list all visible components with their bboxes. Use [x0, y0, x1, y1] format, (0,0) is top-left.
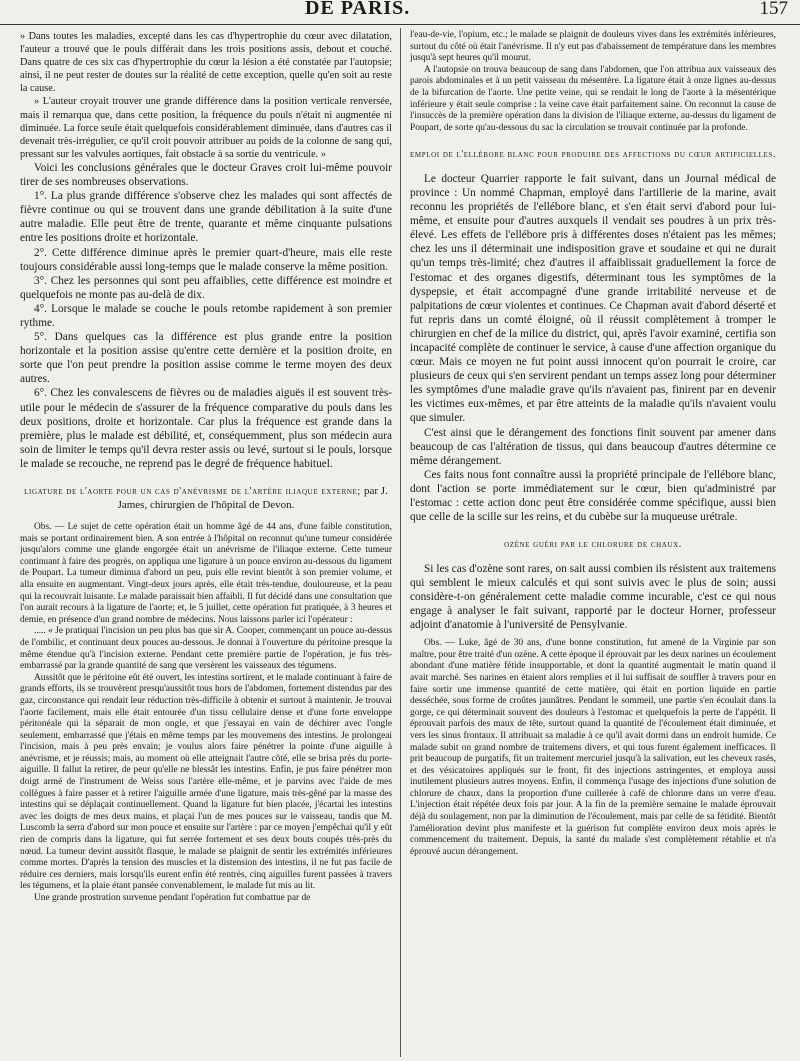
graves-paragraph: » Dans toutes les maladies, excepté dans les cas d'hypertrophie du cœur avec dilatation, l'auteur a trouvé que le pouls différait dans les trois positions assis, debout et couché. Dans quatre de ces six cas d'hypertrophie du cœur la lésion a été constatée par l'autopsie; ainsi, il ne peut rester de doutes sur la réalité de cette exception, quelle qu'en soit au reste la cause. [20, 31, 392, 95]
left-column [20, 30, 392, 1057]
ellebore-paragraph: Le docteur Quarrier rapporte le fait suivant, dans un Journal médical de province : Un nommé Chapman, employé dans l'artillerie de la marine, avait reconnu les propriétés de l'ellébore blanc, et s'en était servi d'abord pour lui-même, et ensuite pour d'autres auxquels il vendait ses poudres à un prix très-élevé. Les effets de l'ellébore pris à différentes doses n'étaient pas les mêmes; chez les uns il déterminait une indisposition grave et soudaine et qui ne durait qu'un temps très-limité; chez d'autres il affaiblissait graduellement la force de l'estomac et des organes digestifs, déterminant tous les symptômes de la dyspepsie, et était accompagné d'une grande irritabilité nerveuse et de palpitations de cœur violentes et continues. Ce Chapman avait d'abord déserté et fut repris dans un comté éloigné, où il réussit complètement à tromper le chirurgien en chef de la milice du district, qui, après l'avoir examiné, certifia son incapacité complète de continuer le service, à cause d'une affection organique du cœur. Mais ce moyen ne fut point aussi innocent qu'on pourrait le croire, car plusieurs de ceux qui s'en servirent pendant un temps assez long pour déterminer les symptômes d'une maladie grave qu'ils n'avaient pas, finirent par en devenir les victimes eux-mêmes, et par être atteints de la maladie qu'ils n'avaient voulu que simuler. [410, 172, 776, 425]
ellebore-section-title: emploi de l'ellébore blanc pour produire des affections du cœur artificielles. [410, 149, 776, 161]
ozene-section-title: ozène guéri par le chlorure de chaux. [504, 539, 682, 551]
running-header [0, 0, 800, 25]
aorta-operator-quote: Aussitôt que le péritoine eût été ouvert, les intestins sortirent, et le malade continuant à faire de grands efforts, ils se trouvèrent presqu'aussitôt tous hors de l'abdomen, fortement distendus par des gaz, circonstance qui rendait leur réduction très-difficile à obtenir et surtout à maintenir. Je trouvai l'aorte facilement, mais elle était entourée d'un tissu cellulaire dense et d'une forte enveloppe péritonéale qui la séparait de mon ongle, et que j'essayai en vain de déchirer avec l'ongle seulement, embarrassé que j'étais en même temps par les mouvemens des intestins. Je prolongeai l'incision, mais à peu près envain; je voulus alors faire pénétrer la pointe d'une aiguille à anévrisme, et je réussis; mais, au moment où elle atteignait l'autre côté, elle se brisa près du porte-aiguille. Il fallut la retirer, de peur qu'elle ne blessât les intestins. Enfin, je pus faire pénétrer mon doigt armé de l'instrument de Weiss sous l'artère elle-même, et je parvins avec l'aide de mes collègues à faire passer et à retirer l'aiguille armée d'une ligature, mais très-gêné par la masse des intestins qui se déplaçait continuellement. Quand la ligature fut bien placée, j'écartai les intestins avec les doigts de mes deux mains, et plaçai l'un de mes pouces sur le vaisseau, tandis que M. Luscomb la serra d'abord sur mon pouce et ensuite sur l'artère : par ce moyen j'empêchai qu'il y eût rien de compris dans la ligature, qui fut serrée fortement et ses deux bouts coupés très-près du nœud. La tumeur devint aussitôt flasque, le malade se plaignit de sentir les extrémités inférieures comme mortes. D'après la tension des muscles et la distension des intestins, il ne fut pas facile de réduire ces derniers, mais lorsqu'ils eurent enfin été rentrés, cinq aiguilles furent passées à travers les tégumens, et la plaie étant pansée convenablement, le malade fut mis au lit. [20, 672, 392, 892]
graves-paragraph: Voici les conclusions générales que le docteur Graves croit lui-même pouvoir tirer de ses nombreuses observations. [20, 161, 392, 189]
column-divider [400, 28, 401, 1057]
aorta-autopsy: A l'autopsie on trouva beaucoup de sang dans l'abdomen, que l'on attribua aux vaisseaux des parois abdominales et à un petit vaisseau du mésentère. La ligature était à onze lignes au-dessus de la bifurcation de l'aorte. Une petite veine, qui se rendait le long de l'aorte à la mésentérique inférieure y était seule comprise : la veine cave était parfaitement saine. On reconnut la cause de l'insuccès de la première opération dans la division de l'iliaque externe, au-dessus du ligament de Poupart, de sorte qu'au-dessous du sac la circulation se trouvait continuée par la profonde. [410, 64, 776, 133]
graves-conclusion: 1°. La plus grande différence s'observe chez les malades qui sont affectés de fièvre continue ou qui se trouvent dans une grande débilitation à la suite d'une autre maladie. Elle peut être de trente, quarante et même cinquante pulsations entre les positions droite et horizontale. [20, 190, 392, 245]
aorta-author: par J. James, chirurgien de l'hôpital de Devon. [117, 485, 388, 511]
graves-conclusion: 6°. Chez les convalescens de fièvres ou de maladies aiguës il est souvent très-utile pour le médecin de s'assurer de la fréquence comparative du pouls dans les deux positions, droite et horizontale. Car plus la fréquence est grande dans la première, plus le malade est débilité, et, conséquemment, plus son médecin aura soin de limiter le temps qu'il devra rester assis ou levé, surtout si le pouls, lorsque le malade se recouche, ne reprend pas le degré de fréquence habituel. [20, 387, 392, 470]
ozene-paragraph: Si les cas d'ozène sont rares, on sait aussi combien ils résistent aux traitemens qui semblent le mieux calculés et qui sont suivis avec le plus de soin; aussi considère-t-on généralement cette maladie comme incurable, c'est ce qui nous engage à analyser le fait suivant, rapporté par le docteur Horner, professeur adjoint d'anatomie à l'université de Pensylvanie. [410, 562, 776, 632]
aorta-operator-quote: ..... « Je pratiquai l'incision un peu plus bas que sir A. Cooper, commençant un pouce au-dessus de l'ombilic, et continuant deux pouces au-dessous. Je donnai à l'ouverture du péritoine presque la même étendue qu'à l'incision externe. Pendant cette première partie de l'opération, je fus très-embarrassé par la grande quantité de sang que versèrent les vaisseaux des tégumens. [20, 626, 392, 672]
graves-paragraph: » L'auteur croyait trouver une grande différence dans la position verticale renversée, mais il remarqua que, dans cette position, la fréquence du pouls n'était ni augmentée ni diminuée. La force seule était quelquefois considérablement diminuée, dans d'autres cas il devenait très-irrégulier, ce qu'il croit pouvoir attribuer au poids de la colonne de sang qui, pressant sur les valvules aortiques, fait obstacle à sa sortie du ventricule. » [20, 96, 392, 160]
aorta-section-title [20, 485, 392, 512]
graves-conclusion: 4°. Lorsque le malade se couche le pouls retombe rapidement à son premier rythme. [20, 302, 392, 329]
graves-conclusion: 5°. Dans quelques cas la différence est plus grande entre la position horizontale et la position assise qu'entre cette dernière et la position droite, en sorte que l'on peut prendre la position assise comme le terme moyen des deux autres. [20, 331, 392, 386]
graves-conclusion: 2°. Cette différence diminue après le premier quart-d'heure, mais elle reste toujours considérable aussi long-temps que le malade conserve la même position. [20, 246, 392, 273]
right-column [410, 30, 776, 1057]
ellebore-paragraph: C'est ainsi que le dérangement des fonctions finit souvent par amener dans beaucoup de cas l'altération de tissus, qui dans beaucoup d'autres détermine ce même dérangement. [410, 426, 776, 467]
aorta-operator-quote: Une grande prostration survenue pendant l'opération fut combattue par de [34, 893, 311, 903]
aorta-observation: Obs. — Le sujet de cette opération était un homme âgé de 44 ans, d'une faible constitution, mais se portant ordinairement bien. A son entrée à l'hôpital on reconnut qu'une tumeur considérée jusqu'alors comme une glande engorgée était un anévrisme de l'iliaque externe. Cette tumeur continuant à faire des progrès, on appliqua une ligature à un pouce environ au-dessous du ligament de Poupart. La tumeur diminua d'abord un peu, puis elle revint bientôt à son premier volume, et alla ensuite en augmentant. Vingt-deux jours après, elle était très-tendue, douloureuse, et la peau qui la recouvrait luisante. Le malade paraissait bien affaibli. Il fut décidé dans une consultation que l'on aurait recours à la ligature de l'aorte; et, le 5 juillet, cette opération fut pratiquée, à 3 heures et demie, en présence d'un grand nombre de médecins. Nous laissons parler ici l'opérateur : [20, 522, 392, 625]
page-number: 157 [759, 0, 788, 19]
graves-conclusion: 3°. Chez les personnes qui sont peu affaiblies, cette différence est moindre et quelquefois ne monte pas au-delà de dix. [20, 274, 392, 301]
running-title: DE PARIS. [305, 0, 411, 19]
aorta-title-text: ligature de l'aorte pour un cas d'anévrisme de l'artère iliaque externe; [24, 486, 361, 497]
ozene-observation: Obs. — Luke, âgé de 30 ans, d'une bonne constitution, fut amené de la Virginie par son maître, pour être traité d'un ozène. A cette époque il éprouvait par les deux narines un écoulement abondant d'une matière fétide insupportable, et dont la quantité augmentait le matin quand il avait marché. Ses narines en étaient alors remplies et il lui suffisait de souffler à travers pour en faire sortir une immense quantité de cette matière, qui était en portion liquide en partie desséchée, sous forme de croûtes jaunâtres. Pendant le sommeil, une partie s'en écoulait dans la gorge, ce qui déterminait souvent des douleurs à l'estomac et quelquefois la perte de l'appétit. Il éprouvait parfois des maux de tête, surtout quand la quantité de l'écoulement était diminuée, et vers les sinus frontaux. Il attribuait sa maladie à ce qu'il avait dormi dans un endroit humide. Ce malade subit on grand nombre de traitemens divers, et qui tous furent également inefficaces. Il prit beaucoup de purgatifs, fit un traitement mercuriel jusqu'à la salivation, eut les cheveux rasés, et des vésicatoires appliqués sur le front, fit des injections astringentes, et employa aussi inutilement plusieurs autres moyens. Enfin, il commença l'usage des injections d'une solution de chlorure de chaux, dans la proportion d'une cuillerée à café de chlorure dans un verre d'eau. L'injection était répétée deux fois par jour. A la fin de la première semaine le malade éprouvait déjà du soulagement, non par la diminution de l'écoulement, mais par celle de sa fétidité. Bientôt l'amélioration devint plus manifeste et la guérison fut complète environ deux mois après le commencement du traitement. Depuis, la santé du malade s'est complètement rétablie et n'a éprouvé aucun dérangement. [410, 638, 776, 857]
ellebore-paragraph: Ces faits nous font connaître aussi la propriété principale de l'ellébore blanc, dont l'action se porte immédiatement sur le cœur, bien qu'administré par l'estomac : cette action donc peut être considérée comme spécifique, aussi bien que celle de la scille sur les reins, et du cubèbe sur la muqueuse urétrale. [410, 468, 776, 524]
aorta-continuation: l'eau-de-vie, l'opium, etc.; le malade se plaignit de douleurs vives dans les extrémités inférieures, surtout du côté où était l'anévrisme. Il n'y eut pas d'abaissement de température dans les membres jusqu'à sept heures qu'il mourut. [410, 30, 776, 64]
